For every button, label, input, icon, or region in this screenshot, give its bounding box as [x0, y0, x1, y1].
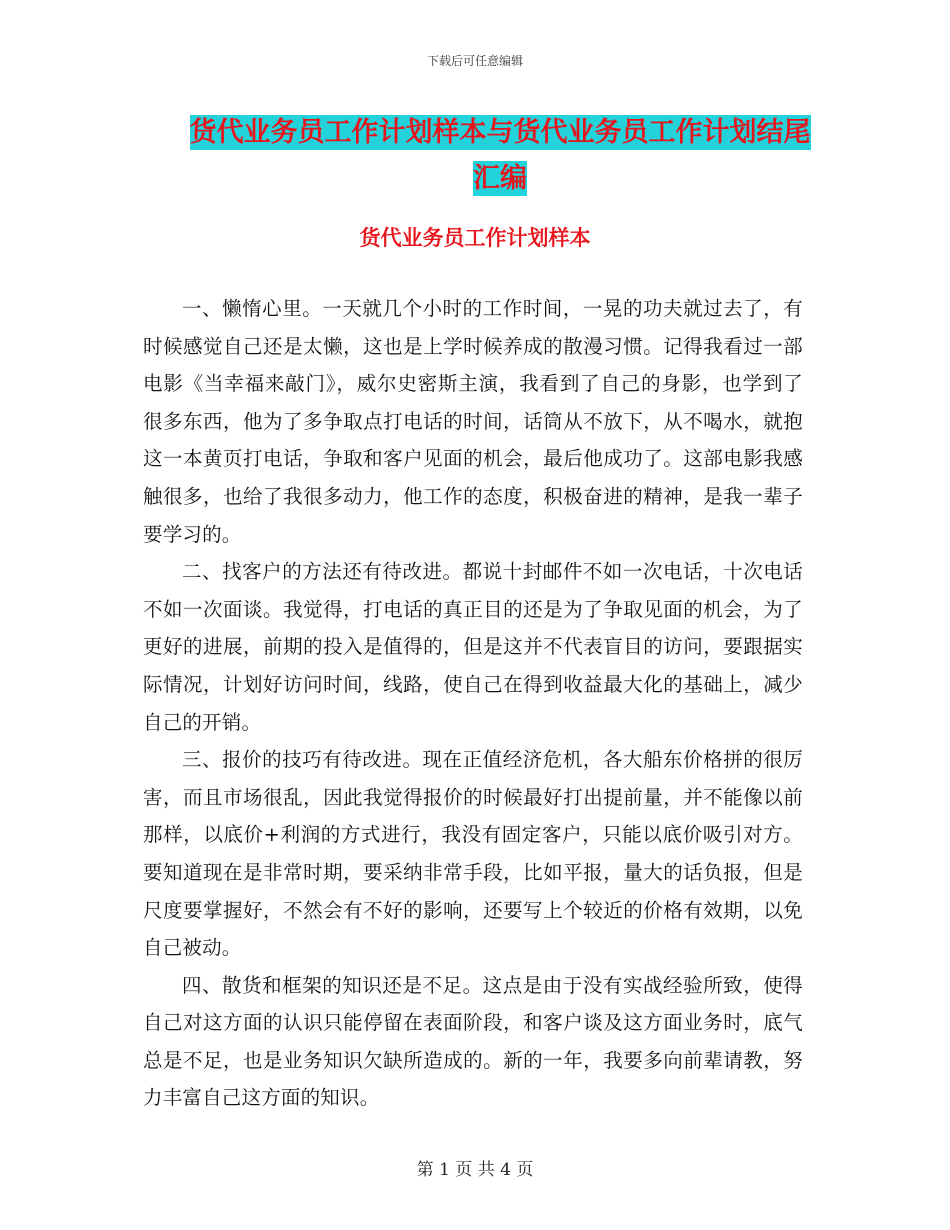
page-footer: 第 1 页 共 4 页: [416, 1160, 534, 1180]
header-note: 下载后可任意编辑: [426, 54, 523, 68]
document-title-line-1: 货代业务员工作计划样本与货代业务员工作计划结尾: [189, 117, 811, 148]
document-title: [140, 110, 860, 202]
paragraph-2: 二、找客户的方法还有待改进。都说十封邮件不如一次电话，十次电话不如一次面谈。我觉得，打电话的真正目的还是为了争取见面的机会，为了更好的进展，前期的投入是值得的，但是这并不代表盲目的访问，要跟据实际情况，计划好访问时间，线路，使自己在得到收益最大化的基础上，减少自己的开销。: [143, 560, 803, 734]
section-title: 货代业务员工作计划样本: [359, 226, 591, 250]
body-text: [143, 290, 803, 1117]
document-title-line-2: 汇编: [473, 163, 527, 194]
paragraph-3: 三、报价的技巧有待改进。现在正值经济危机，各大船东价格拼的很厉害，而且市场很乱，因此我觉得报价的时候最好打出提前量，并不能像以前那样，以底价+利润的方式进行，我没有固定客户，只能以底价吸引对方。要知道现在是非常时期，要采纳非常手段，比如平报，量大的话负报，但是尺度要掌握好，不然会有不好的影响，还要写上个较近的价格有效期，以免自己被动。: [143, 748, 803, 960]
paragraph-4: 四、散货和框架的知识还是不足。这点是由于没有实战经验所致，使得自己对这方面的认识只能停留在表面阶段，和客户谈及这方面业务时，底气总是不足，也是业务知识欠缺所造成的。新的一年，我要多向前辈请教，努力丰富自己这方面的知识。: [143, 973, 803, 1110]
paragraph-1: 一、懒惰心里。一天就几个小时的工作时间，一晃的功夫就过去了，有时候感觉自己还是太懒，这也是上学时候养成的散漫习惯。记得我看过一部电影《当幸福来敲门》，威尔史密斯主演，我看到了自己的身影，也学到了很多东西，他为了多争取点打电话的时间，话筒从不放下，从不喝水，就抱这一本黄页打电话，争取和客户见面的机会，最后他成功了。这部电影我感触很多，也给了我很多动力，他工作的态度，积极奋进的精神，是我一辈子要学习的。: [143, 297, 803, 546]
